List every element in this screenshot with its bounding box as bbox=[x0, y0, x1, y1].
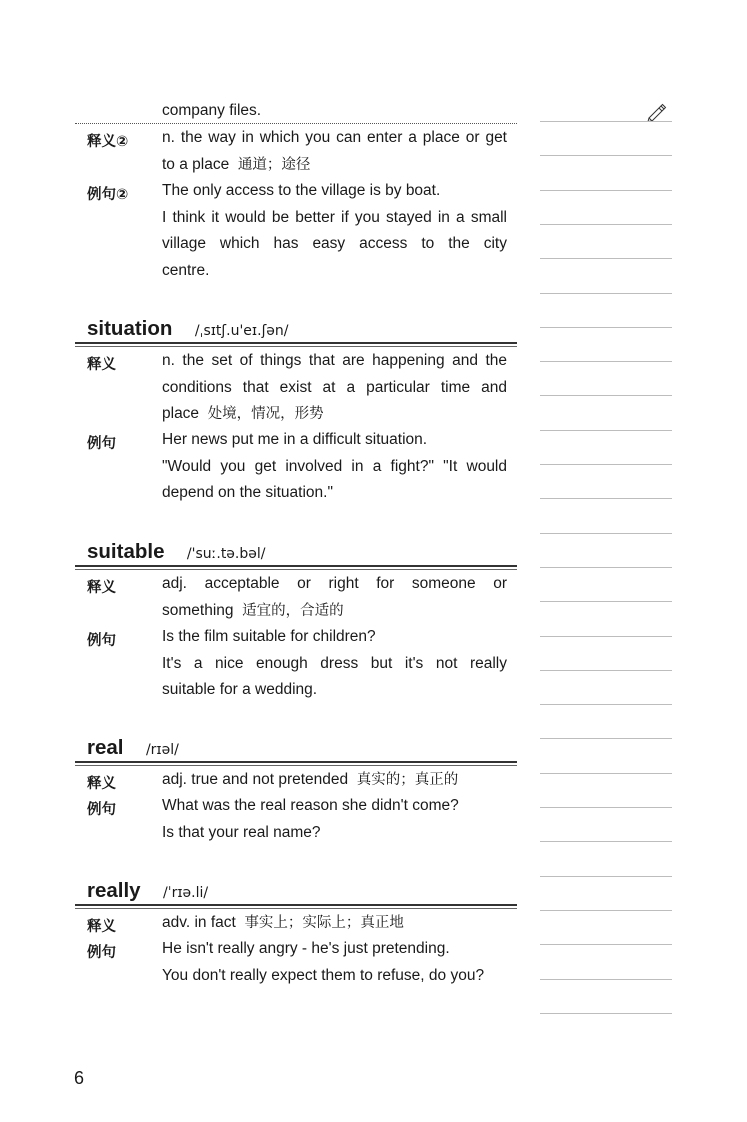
entry-rule-thin bbox=[75, 346, 517, 347]
example-label: 例句 bbox=[87, 945, 116, 961]
definition-text: adj. true and not pretended 真实的；真正的 bbox=[162, 771, 459, 788]
entry-rule bbox=[75, 565, 517, 567]
note-line bbox=[540, 773, 672, 774]
page-number: 6 bbox=[74, 1068, 85, 1088]
definition-text: adj. acceptable or right for someone or something 适宜的，合适的 bbox=[162, 575, 507, 619]
entry-rule-thin bbox=[75, 569, 517, 570]
headword: suitable bbox=[87, 540, 165, 563]
sense-2-label: 释义② bbox=[87, 134, 129, 150]
example-2-label: 例句② bbox=[87, 187, 129, 203]
example-2-sentences: The only access to the village is by boat. I think it would be better if you stayed in a small village which has easy access to the city centre. bbox=[162, 182, 507, 279]
entry-real-header bbox=[87, 736, 179, 760]
sense-2-definition: n. the way in which you can enter a place or get to a place 通道；途径 bbox=[162, 129, 507, 173]
example-sentences: He isn't really angry - he's just pretending. You don't really expect them to refuse, do you? bbox=[162, 940, 485, 984]
note-line bbox=[540, 670, 672, 671]
definition-text: adv. in fact 事实上；实际上；真正地 bbox=[162, 914, 404, 931]
dotted-divider bbox=[75, 123, 517, 124]
note-line bbox=[540, 704, 672, 705]
example-sentences: Her news put me in a difficult situation. "Would you get involved in a fight?" "It would depend on the situation." bbox=[162, 431, 507, 501]
entry-rule bbox=[75, 342, 517, 344]
pronunciation: /'suː.tə.bəl/ bbox=[186, 546, 266, 562]
note-line bbox=[540, 738, 672, 739]
definition-label: 释义 bbox=[87, 357, 116, 373]
headword: really bbox=[87, 879, 141, 902]
entry-rule bbox=[75, 761, 517, 763]
definition-label: 释义 bbox=[87, 580, 116, 596]
entry-suitable-header bbox=[87, 540, 265, 564]
note-line bbox=[540, 498, 672, 499]
note-line bbox=[540, 430, 672, 431]
definition-label: 释义 bbox=[87, 776, 116, 792]
pencil-icon bbox=[646, 102, 668, 127]
continuation-text: company files. bbox=[162, 102, 262, 119]
note-line bbox=[540, 224, 672, 225]
note-line bbox=[540, 533, 672, 534]
note-line bbox=[540, 841, 672, 842]
headword: real bbox=[87, 736, 124, 759]
note-line bbox=[540, 361, 672, 362]
note-line bbox=[540, 567, 672, 568]
note-line bbox=[540, 636, 672, 637]
pronunciation: /rɪəl/ bbox=[145, 742, 179, 758]
example-label: 例句 bbox=[87, 802, 116, 818]
entry-rule-thin bbox=[75, 908, 517, 909]
note-line bbox=[540, 395, 672, 396]
entry-really-header bbox=[87, 879, 208, 903]
note-line bbox=[540, 876, 672, 877]
definition-label: 释义 bbox=[87, 919, 116, 935]
note-line bbox=[540, 601, 672, 602]
note-line bbox=[540, 327, 672, 328]
note-line bbox=[540, 258, 672, 259]
note-line bbox=[540, 464, 672, 465]
entry-rule-thin bbox=[75, 765, 517, 766]
example-label: 例句 bbox=[87, 633, 116, 649]
definition-text: n. the set of things that are happening and the conditions that exist at a particular time and place 处境，情况，形势 bbox=[162, 352, 507, 422]
note-line bbox=[540, 121, 672, 122]
example-sentences: What was the real reason she didn't come? Is that your real name? bbox=[162, 797, 459, 841]
entry-situation-header bbox=[87, 317, 288, 341]
note-line bbox=[540, 190, 672, 191]
note-line bbox=[540, 944, 672, 945]
example-sentences: Is the film suitable for children? It's a nice enough dress but it's not really suitable for a wedding. bbox=[162, 628, 507, 698]
note-line bbox=[540, 1013, 672, 1014]
headword: situation bbox=[87, 317, 173, 340]
note-line bbox=[540, 910, 672, 911]
note-line bbox=[540, 979, 672, 980]
pronunciation: /ˌsɪtʃ.u'eɪ.ʃən/ bbox=[194, 323, 289, 339]
note-line bbox=[540, 293, 672, 294]
note-line bbox=[540, 807, 672, 808]
note-line bbox=[540, 155, 672, 156]
entry-rule bbox=[75, 904, 517, 906]
example-label: 例句 bbox=[87, 436, 116, 452]
pronunciation: /ˈrɪə.li/ bbox=[163, 885, 209, 901]
